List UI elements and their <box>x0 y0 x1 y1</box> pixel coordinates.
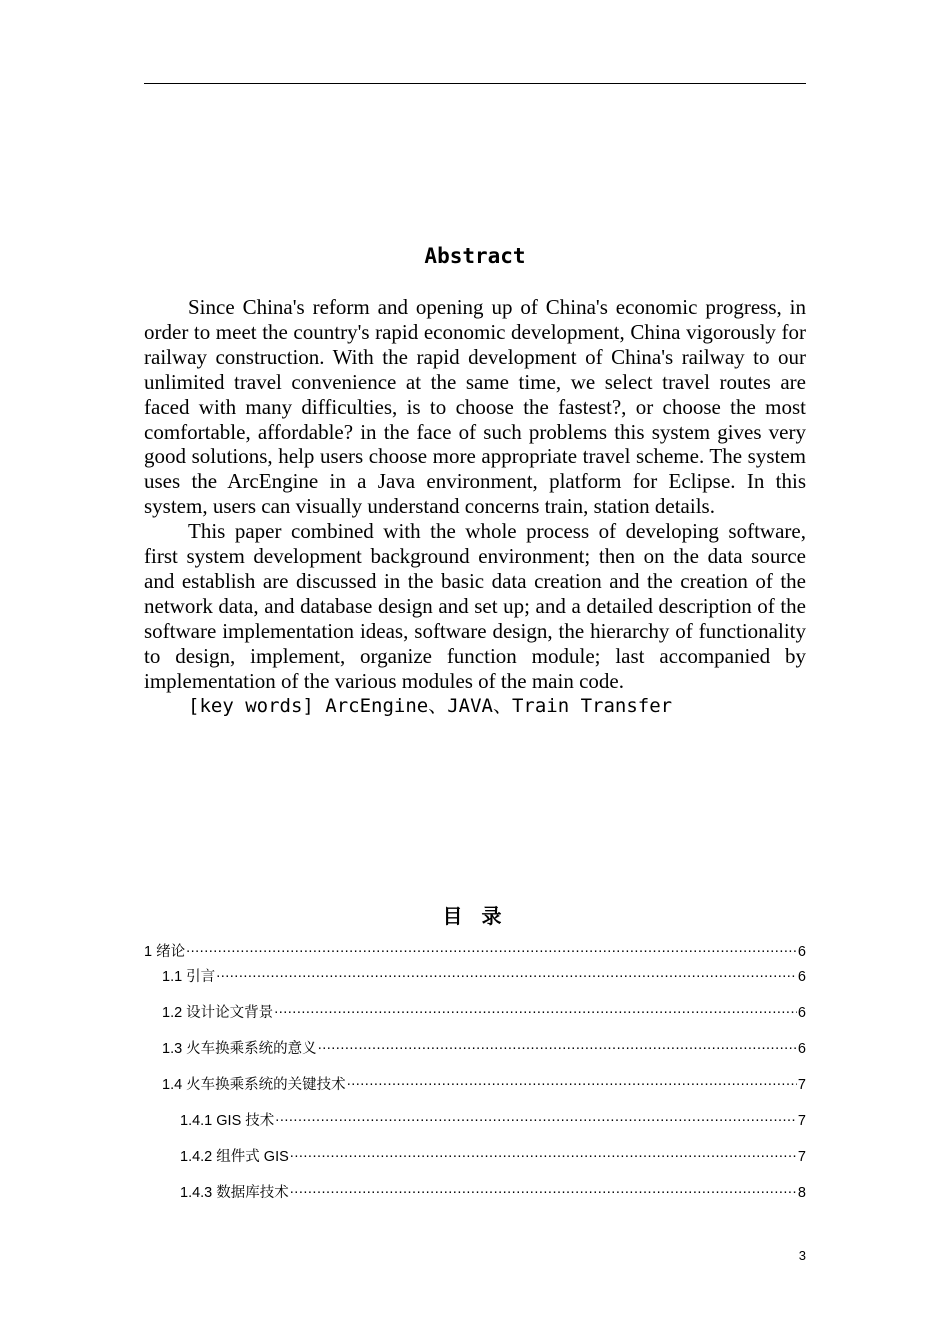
toc-entry-page: 6 <box>797 944 806 960</box>
toc-leader-dots <box>186 942 797 957</box>
toc-entry-1-3[interactable] <box>162 1037 806 1058</box>
toc-entry-1-4-2[interactable] <box>180 1145 806 1166</box>
toc-leader-dots <box>318 1039 797 1054</box>
page-number: 3 <box>798 1248 806 1263</box>
toc-entry-label: 1.2 设计论文背景 <box>162 1005 274 1021</box>
header-rule <box>144 83 806 84</box>
toc-leader-dots <box>347 1075 797 1090</box>
toc-entry-label: 1.1 引言 <box>162 969 216 985</box>
toc-entry-label: 1 绪论 <box>144 944 186 960</box>
toc-entry-1-4[interactable] <box>162 1073 806 1094</box>
toc-entry-label: 1.4 火车换乘系统的关键技术 <box>162 1077 346 1093</box>
toc-title: 目 录 <box>442 904 508 928</box>
toc-entry-1-2[interactable] <box>162 1001 806 1022</box>
keywords: [key words] ArcEngine、JAVA、Train Transfer <box>188 694 673 717</box>
toc-entry-page: 7 <box>797 1113 806 1129</box>
toc-leader-dots <box>275 1111 797 1126</box>
toc-entry-1-4-3[interactable] <box>180 1181 806 1202</box>
abstract-paragraph-2: This paper combined with the whole process of developing software, first system development background environment; then on the data source and establish are discussed in the basic data creation and the creation of the network data, and database design and set up; and a detailed description of the software implementation ideas, software design, the hierarchy of functionality to design, implement, organize function module; last accompanied by implementation of the various modules of the main code. <box>144 519 806 693</box>
toc-leader-dots <box>216 967 797 982</box>
toc-entry-page: 6 <box>797 1041 806 1057</box>
abstract-paragraph-1: Since China's reform and opening up of China's economic progress, in order to meet the country's rapid economic development, China vigorously for railway construction. With the rapid development of China's railway to our unlimited travel convenience at the same time, we select travel routes are faced with many difficulties, is to choose the fastest?, or choose the most comfortable, affordable? in the face of such problems this system gives very good solutions, help users choose more appropriate travel scheme. The system uses the ArcEngine in a Java environment, platform for Eclipse. In this system, users can visually understand concerns train, station details. <box>144 295 806 519</box>
toc-entry-page: 7 <box>797 1149 806 1165</box>
toc-entry-label: 1.3 火车换乘系统的意义 <box>162 1041 317 1057</box>
toc-entry-page: 6 <box>797 1005 806 1021</box>
toc-leader-dots <box>290 1147 797 1162</box>
toc-entry-label: 1.4.2 组件式 GIS <box>180 1149 289 1165</box>
toc-entry-label: 1.4.1 GIS 技术 <box>180 1113 275 1129</box>
toc-entry-1[interactable] <box>144 940 806 961</box>
toc-entry-page: 6 <box>797 969 806 985</box>
abstract-title: Abstract <box>424 244 526 268</box>
toc-entry-label: 1.4.3 数据库技术 <box>180 1185 289 1201</box>
toc-leader-dots <box>290 1183 797 1198</box>
toc-leader-dots <box>274 1003 797 1018</box>
abstract-body <box>144 295 806 719</box>
toc-entry-page: 7 <box>797 1077 806 1093</box>
toc-entry-1-1[interactable] <box>162 965 806 986</box>
toc-entry-1-4-1[interactable] <box>180 1109 806 1130</box>
toc-entry-page: 8 <box>797 1185 806 1201</box>
